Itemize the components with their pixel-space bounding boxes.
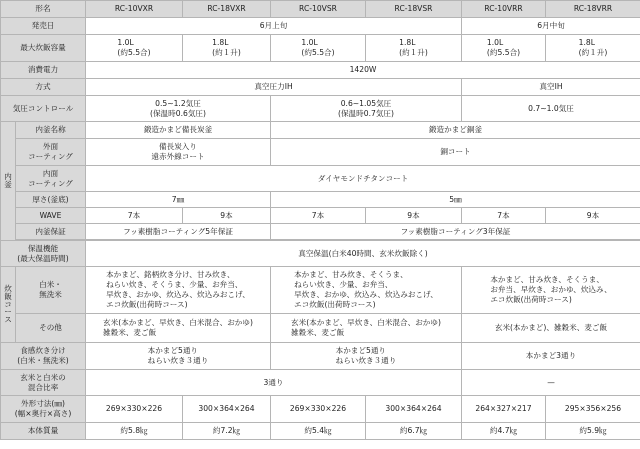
dimensions-row (1, 396, 640, 423)
warranty-vx: フッ素樹脂コーティング5年保証 (86, 224, 271, 240)
pressure-vr: 0.7~1.0気圧 (462, 96, 640, 122)
other-course-vx: 玄米(本かまど、早炊き、白米混合、おかゆ) 雑穀米、麦ご飯 (103, 318, 253, 337)
thickness-vs-vr: 5㎜ (271, 192, 640, 208)
model-name: RC-10VSR (271, 1, 366, 18)
method-label: 方式 (1, 79, 86, 96)
weight-value: 約5.8㎏ (86, 423, 183, 440)
pressure-row (1, 96, 640, 122)
model-name: RC-18VSR (366, 1, 462, 18)
method-vx-vs: 真空圧力IH (86, 79, 462, 96)
outer-coating-vx: 備長炭入り 遠赤外線コート (86, 139, 271, 166)
dimensions-value: 295×356×256 (546, 396, 640, 423)
white-rice-label: 白米・ 無洗米 (16, 267, 86, 314)
taste-vs: 本かまど5通り ねらい炊き３通り (335, 346, 397, 365)
release-label: 発売日 (1, 18, 86, 35)
wave-value: 9本 (546, 208, 640, 224)
mix-ratio-vr: — (462, 370, 640, 396)
weight-value: 約5.4㎏ (271, 423, 366, 440)
keep-warm-label: 保温機能 (最大保温時間) (1, 241, 86, 267)
pressure-label: 気圧コントロール (1, 96, 86, 122)
other-course-label: その他 (16, 314, 86, 343)
white-rice-vs: 本かまど、甘み炊き、そくうま、 ねらい炊き、少量、お弁当、 早炊き、おかゆ、炊込み、炊込みおこげ、 エコ炊飯(出荷時コース) (294, 270, 438, 309)
capacity-value: 1.0L (約5.5合) (486, 38, 521, 57)
keep-warm-row (1, 241, 640, 267)
white-rice-vx: 本かまど、銘柄炊き分け、甘み炊き、 ねらい炊き、そくうま、少量、お弁当、 早炊き、おかゆ、炊込み、炊込みおこげ、 エコ炊飯(出荷時コース) (106, 270, 250, 309)
release-vr: 6月中旬 (462, 18, 640, 35)
outer-coating-row (1, 139, 640, 166)
wave-value: 9本 (366, 208, 462, 224)
weight-value: 約6.7㎏ (366, 423, 462, 440)
thickness-vx: 7㎜ (86, 192, 271, 208)
power-label: 消費電力 (1, 62, 86, 79)
courses-group-label: 炊飯コース (1, 267, 16, 343)
warranty-row (1, 224, 640, 240)
mix-ratio-label: 玄米と白米の 混合比率 (1, 370, 86, 396)
pressure-vx: 0.5~1.2気圧 (保温時0.6気圧) (86, 96, 271, 122)
inner-coating-row (1, 166, 640, 192)
capacity-value: 1.0L (約5.5合) (117, 38, 151, 57)
power-value: 1420W (86, 62, 640, 79)
model-name: RC-10VXR (86, 1, 183, 18)
weight-value: 約5.9㎏ (546, 423, 640, 440)
capacity-value: 1.8L (約１升) (399, 38, 428, 57)
dimensions-value: 269×330×226 (86, 396, 183, 423)
other-course-vs: 玄米(本かまど、早炊き、白米混合、おかゆ) 雑穀米、麦ご飯 (291, 318, 441, 337)
method-vr: 真空IH (462, 79, 640, 96)
mix-ratio-row (1, 370, 640, 396)
inner-coating-value: ダイヤモンドチタンコート (86, 166, 640, 192)
capacity-row (1, 35, 640, 62)
model-row (1, 1, 640, 18)
taste-label: 食感炊き分け (白米・無洗米) (1, 343, 86, 370)
wave-value: 7本 (271, 208, 366, 224)
dimensions-value: 300×364×264 (366, 396, 462, 423)
weight-value: 約7.2㎏ (183, 423, 271, 440)
weight-label: 本体質量 (1, 423, 86, 440)
dimensions-value: 264×327×217 (462, 396, 546, 423)
wave-value: 9本 (183, 208, 271, 224)
inner-material-vs-vr: 鍛造かまど銅釜 (271, 122, 640, 139)
inner-material-row (1, 122, 640, 139)
wave-label: WAVE (16, 208, 86, 224)
release-vx-vs: 6月上旬 (86, 18, 462, 35)
capacity-value: 1.8L (約１升) (212, 38, 241, 57)
taste-vx: 本かまど5通り ねらい炊き３通り (147, 346, 209, 365)
wave-value: 7本 (86, 208, 183, 224)
thickness-label: 厚さ(釜底) (16, 192, 86, 208)
model-name: RC-18VRR (546, 1, 640, 18)
thickness-row (1, 192, 640, 208)
pressure-vs: 0.6~1.05気圧 (保温時0.7気圧) (271, 96, 462, 122)
release-row (1, 18, 640, 35)
model-name: RC-10VRR (462, 1, 546, 18)
inner-pot-group-label: 内釜 (1, 122, 16, 241)
model-name: RC-18VXR (183, 1, 271, 18)
inner-coating-label: 内面 コーティング (16, 166, 86, 192)
mix-ratio-vx-vs: 3通り (86, 370, 462, 396)
wave-row (1, 208, 640, 224)
weight-value: 約4.7㎏ (462, 423, 546, 440)
warranty-vs-vr: フッ素樹脂コーティング3年保証 (271, 224, 640, 240)
dimensions-value: 269×330×226 (271, 396, 366, 423)
outer-coating-label: 外面 コーティング (16, 139, 86, 166)
warranty-label: 内釜保証 (16, 224, 86, 240)
dimensions-label: 外形寸法(㎜) (幅×奥行×高さ) (1, 396, 86, 423)
keep-warm-value: 真空保温(白米40時間、玄米炊飯除く) (86, 241, 640, 267)
outer-coating-vs-vr: 銅コート (271, 139, 640, 166)
capacity-label: 最大炊飯容量 (1, 35, 86, 62)
taste-vr: 本かまど3通り (462, 343, 640, 370)
other-course-row (1, 314, 640, 343)
other-course-vr: 玄米(本かまど)、雑穀米、麦ご飯 (462, 314, 640, 343)
power-row (1, 62, 640, 79)
capacity-value: 1.8L (約１升) (578, 38, 608, 57)
taste-row (1, 343, 640, 370)
method-row (1, 79, 640, 96)
wave-value: 7本 (462, 208, 546, 224)
inner-material-vx: 鍛造かまど備長炭釜 (86, 122, 271, 139)
inner-material-label: 内釜名称 (16, 122, 86, 139)
model-label: 形名 (1, 1, 86, 18)
weight-row (1, 423, 640, 440)
capacity-value: 1.0L (約5.5合) (301, 38, 335, 57)
white-rice-vr: 本かまど、甘み炊き、そくうま、 お弁当、早炊き、おかゆ、炊込み、 エコ炊飯(出荷時コース) (490, 275, 612, 304)
white-rice-row (1, 267, 640, 314)
dimensions-value: 300×364×264 (183, 396, 271, 423)
